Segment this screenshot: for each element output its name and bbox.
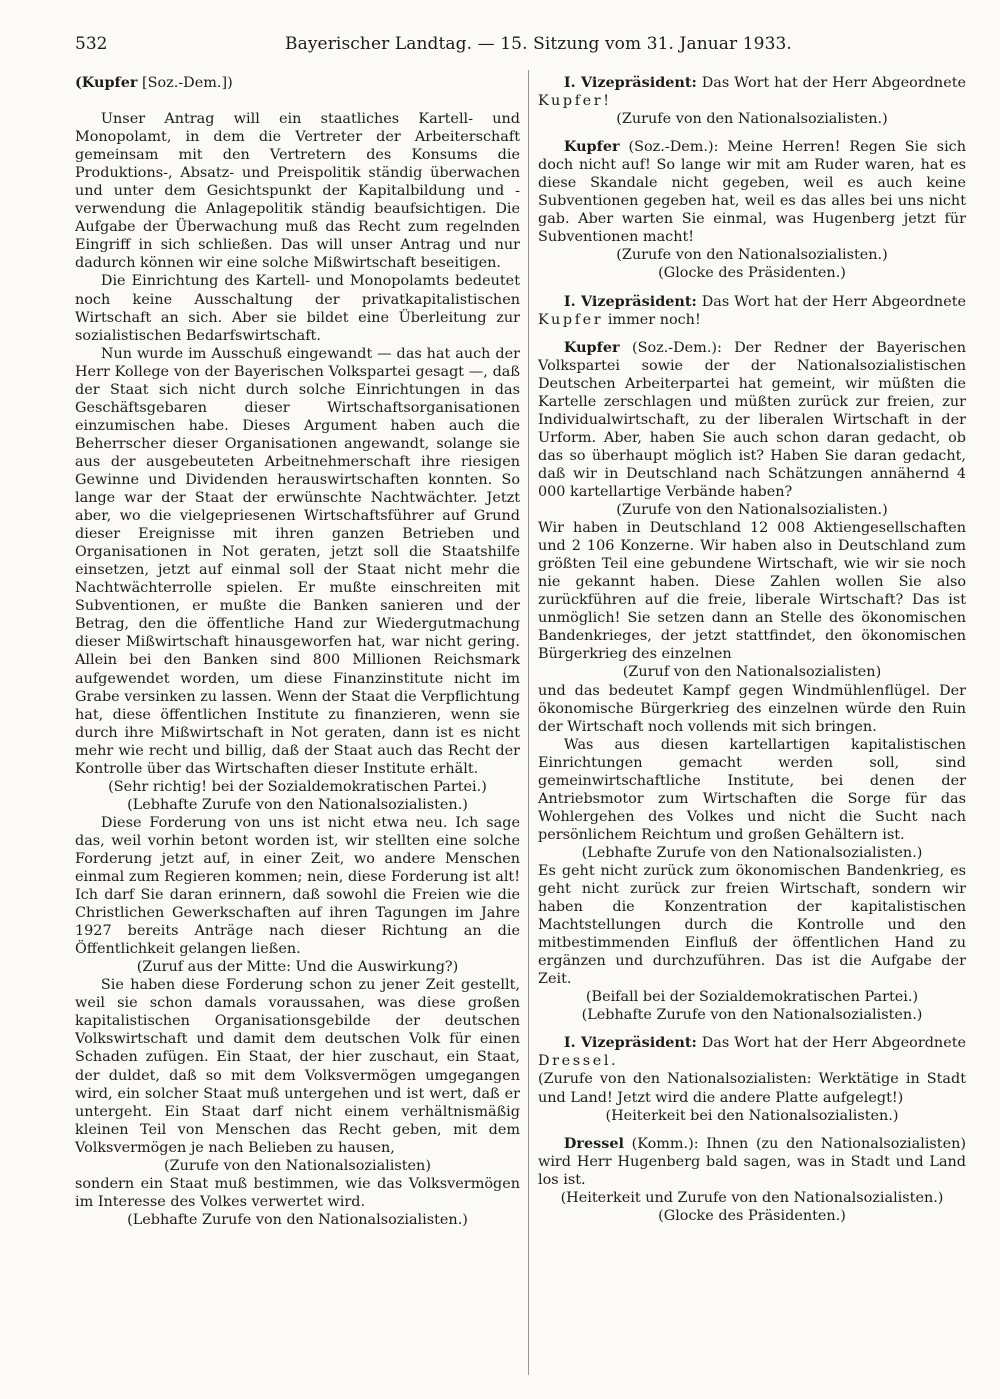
interjection: (Zurufe von den Nationalsozialisten.) <box>616 247 888 264</box>
speaker-name: I. Vizepräsident: <box>563 292 697 310</box>
interjection: (Heiterkeit bei den Nationalsozialisten.) <box>605 1107 899 1124</box>
paragraph: Nun wurde im Ausschuß eingewandt — das hat auch der Herr Kollege von der Bayerischen Volkspartei gesagt —, daß der Staat sich nicht durch solche Einrichtungen in das Geschäftsgebaren dieser Wirtschaftsorganisationen einzumischen habe. Dieses Argument haben auch die Beherrscher dieser Organisationen angewandt, solange sie aus der ausgebeuteten Arbeitnehmerschaft ihre riesigen Gewinne und Dividenden herauswirtschaften konnten. So lange war der Staat der erwünschte Nachtwächter. Jetzt aber, wo die vielgepriesenen Wirtschaftsführer auf Grund dieser Ereignisse mit ihren ganzen Betrieben und Organisationen in Not geraten, jetzt soll die Staatshilfe einsetzen, jetzt auf einmal soll der Staat nicht mehr die Nachtwächterrolle spielen. Er mußte einschreiten mit Subventionen, er mußte die Banken sanieren und der Betrag, den die öffentliche Hand zur Wiedergutmachung dieser Mißwirtschaft hinausgeworfen hat, war nicht gering. Allein bei den Banken sind 800 Millionen Reichsmark aufgewendet worden, um diese Finanzinstitute nicht im Grabe versinken zu lassen. Wenn der Staat die Verpflichtung hat, diese öffentlichen Institute zu finanzieren, wenn sie durch ihre Mißwirtschaft in Not geraten, dann ist es nicht mehr wie recht und billig, daß der Staat auch das Recht der Kontrolle über das Wirtschaften dieser Institute erhält. <box>75 345 520 777</box>
speaker-name: Kupfer <box>563 338 620 356</box>
interjection: (Glocke des Präsidenten.) <box>658 265 846 282</box>
interjection: (Lebhafte Zurufe von den Nationalsozialisten.) <box>581 844 923 861</box>
interjection: (Zurufe von den Nationalsozialisten) <box>164 1157 431 1174</box>
interjection: (Glocke des Präsidenten.) <box>658 1207 846 1224</box>
interjection: (Zuruf von den Nationalsozialisten) <box>622 664 882 681</box>
interjection: (Zurufe von den Nationalsozialisten.) <box>616 502 888 519</box>
speaker-name: (Kupfer <box>75 74 138 91</box>
interjection: (Heiterkeit und Zurufe von den Nationalsozialisten.) <box>560 1189 944 1206</box>
page-header <box>75 34 965 60</box>
speaker-name: I. Vizepräsident: <box>563 74 697 91</box>
named-deputy: Dressel. <box>538 1053 619 1070</box>
interjection: (Zurufe von den Nationalsozialisten.) <box>616 111 888 128</box>
speech-block <box>538 293 966 329</box>
named-deputy: Kupfer! <box>538 93 612 110</box>
named-deputy: Kupfer <box>538 311 604 328</box>
paragraph: Unser Antrag will ein staatliches Kartell- und Monopolamt, in dem die Vertreter der Arbeiterschaft gemeinsam mit den Vertretern des Konsums die Produktions-, Absatz- und Preispolitik ständig überwachen und unter dem Gesichtspunkt der Kapitalbildung und -verwendung die Anlagepolitik ständig beaufsichtigen. Die Aufgabe der Überwachung muß das Recht zum regelnden Eingriff in sich schließen. Das will unser Antrag und nur dadurch können wir eine solche Mißwirtschaft beseitigen. <box>75 111 520 272</box>
interjection: (Lebhafte Zurufe von den Nationalsozialisten.) <box>127 796 468 813</box>
speech-text: Das Wort hat der Herr Abgeordnete <box>701 1035 967 1052</box>
speech-block <box>538 1135 966 1189</box>
interjection: (Lebhafte Zurufe von den Nationalsozialisten.) <box>127 1211 468 1228</box>
right-column <box>538 74 966 1225</box>
paragraph: Es geht nicht zurück zum ökonomischen Bandenkrieg, es geht nicht zurück zur freien Wirtschaft, sondern wir haben die Konzentration der kapitalistischen Machtstellungen durch die Kontrolle und den mitbestimmenden Einfluß der öffentlichen Hand zu ergänzen und durchzuführen. Das ist die Aufgabe der Zeit. <box>538 862 966 988</box>
speech-text: Das Wort hat der Herr Abgeordnete <box>701 75 967 91</box>
speech-text: (Soz.-Dem.): Meine Herren! Regen Sie sich doch nicht auf! So lange wir mit am Ruder waren, hat es diese Skandale nicht gegeben, weil es auch keine Subventionen gegeben hat, weil es das alles bei uns nicht gab. Aber warten Sie einmal, was Hugenberg jetzt für Subventionen macht! <box>538 139 966 246</box>
speaker-party: [Soz.-Dem.]) <box>142 75 233 91</box>
interjection: (Sehr richtig! bei der Sozialdemokratischen Partei.) <box>108 778 487 795</box>
interjection: (Zurufe von den Nationalsozialisten: Werktätige in Stadt und Land! Jetzt wird die andere Platte aufgelegt!) <box>538 1071 966 1106</box>
paragraph: Diese Forderung von uns ist nicht etwa neu. Ich sage das, weil vorhin betont worden ist, wir stellten eine solche Forderung jetzt auf, in einer Zeit, wo andere Menschen einmal zum Regieren kommen; nein, diese Forderung ist alt! Ich darf Sie daran erinnern, daß sowohl die Freien wie die Christlichen Gewerkschaften auf ihren Tagungen im Jahre 1927 bereits Anträge nach dieser Richtung an die Öffentlichkeit gelangen ließen. <box>75 814 520 958</box>
speech-block <box>538 74 966 110</box>
paragraph: Wir haben in Deutschland 12 008 Aktiengesellschaften und 2 106 Konzerne. Wir haben also in Deutschland zum größten Teil eine gebundene Wirtschaft, wie wir sie noch nie gekannt haben. Diese Zahlen wollen Sie also zurückführen auf die freie, liberale Wirtschaft? Das ist unmöglich! Sie setzen dann an Stelle des ökonomischen Bandenkrieges, der jetzt stattfindet, den ökonomischen Bürgerkrieg des einzelnen <box>538 520 966 663</box>
speech-block <box>538 339 966 501</box>
speaker-name: Kupfer <box>563 138 620 156</box>
running-title: Bayerischer Landtag. — 15. Sitzung vom 31. Januar 1933. <box>285 34 792 54</box>
speech-block <box>538 138 966 246</box>
column-divider <box>528 70 529 1375</box>
interjection: (Zuruf aus der Mitte: Und die Auswirkung?) <box>136 959 459 976</box>
speech-block <box>538 1034 966 1070</box>
paragraph: Sie haben diese Forderung schon zu jener Zeit gestellt, weil sie schon damals voraussahen, was diese großen kapitalistischen Organisationsgebilde der deutschen Volkswirtschaft und damit dem deutschen Volk für einen Schaden zufügen. Ein Staat, der hier zuschaut, ein Staat, der duldet, daß so mit dem Volksvermögen umgegangen wird, ein solcher Staat muß untergehen und ist wert, daß er untergeht. Ein Staat darf nicht einem verhältnismäßig kleinen Teil von Menschen das Recht geben, mit dem Volksvermögen je nach Belieben zu hausen, <box>75 977 520 1156</box>
paragraph: sondern ein Staat muß bestimmen, wie das Volksvermögen im Interesse des Volkes verwertet wird. <box>75 1175 520 1210</box>
page-number: 532 <box>75 34 108 54</box>
speaker-name: I. Vizepräsident: <box>563 1034 697 1052</box>
speech-text: immer noch! <box>607 311 701 328</box>
speech-text: Das Wort hat der Herr Abgeordnete <box>701 293 967 310</box>
speech-text: (Soz.-Dem.): Der Redner der Bayerischen Volkspartei sowie der der Nationalsozialistischen Deutschen Arbeiterpartei hat gemeint, wir müßten die Kartelle zerschlagen und müßten zurück zur freien, zur Individualwirtschaft, zu der liberalen Wirtschaft in der Urform. Aber, haben Sie auch schon daran gedacht, ob das so überhaupt möglich ist? Haben Sie daran gedacht, daß wir in Deutschland nach Schätzungen annähernd 4 000 kartellartige Verbände haben? <box>538 339 966 500</box>
paragraph: Was aus diesen kartellartigen kapitalistischen Einrichtungen gemacht werden soll, sind gemeinwirtschaftliche Institute, bei denen der Antriebsmotor zum Wirtschaften die Sorge für das Wohlergehen des Volkes und nicht die Sucht nach persönlichem Reichtum und großen Gehältern ist. <box>538 736 966 843</box>
left-column <box>75 74 520 1229</box>
paragraph: und das bedeutet Kampf gegen Windmühlenflügel. Der ökonomische Bürgerkrieg des einzelnen würde den Ruin der Wirtschaft noch vollends mit sich bringen. <box>538 682 966 735</box>
speaker-name: Dressel <box>563 1134 624 1152</box>
interjection: (Beifall bei der Sozialdemokratischen Partei.) <box>585 989 919 1006</box>
speech-text: (Komm.): Ihnen (zu den Nationalsozialisten) wird Herr Hugenberg bald sagen, was in Stadt und Land los ist. <box>538 1135 966 1188</box>
interjection: (Lebhafte Zurufe von den Nationalsozialisten.) <box>581 1007 923 1024</box>
paragraph: Die Einrichtung des Kartell- und Monopolamts bedeutet noch keine Ausschaltung der privatkapitalistischen Wirtschaft an sich. Aber sie bildet eine Überleitung zur sozialistischen Bedarfswirtschaft. <box>75 273 520 344</box>
speaker-line <box>75 74 520 92</box>
